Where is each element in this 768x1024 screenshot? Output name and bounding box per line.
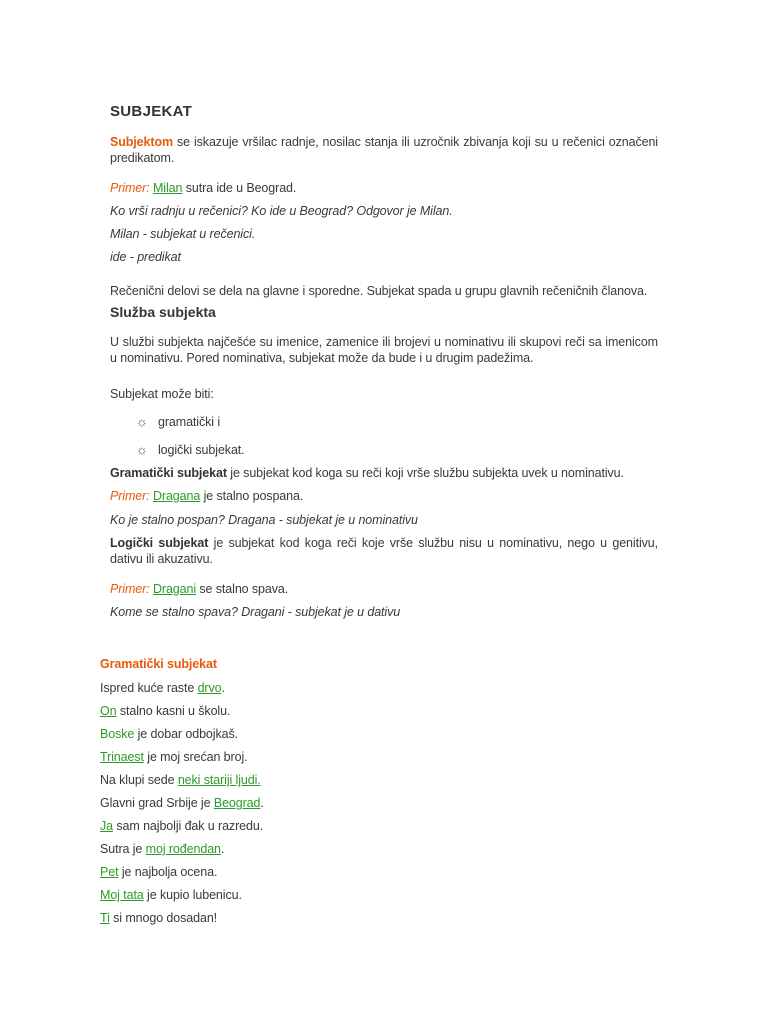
gramaticki-definition — [110, 465, 624, 481]
sentence-text: je dobar odbojkaš. — [134, 727, 238, 741]
subject-link[interactable]: Ja — [100, 819, 114, 833]
sentence-text: Na klupi sede — [100, 773, 178, 787]
list-item-label: gramatički i — [158, 415, 221, 429]
example-sentence — [100, 864, 217, 880]
list-item — [136, 442, 245, 458]
example-label: Primer: — [110, 181, 150, 195]
subject-link[interactable]: neki stariji ljudi. — [177, 773, 261, 787]
subject-link[interactable]: Ti — [100, 911, 110, 925]
logicki-text: je subjekat kod koga reči koje vrše službu nisu u nominativu, nego u genitivu, dativu ili akuzativu. — [110, 536, 658, 566]
subject-link[interactable]: Dragani — [152, 582, 197, 596]
sentence-text: . — [220, 842, 225, 856]
example-question: Ko je stalno pospan? Dragana - subjekat je u nominativu — [110, 513, 418, 527]
sluzba-paragraph: U službi subjekta najčešće su imenice, zamenice ili brojevi u nominativu ili skupovi reči sa imenicom u nominativu. Pored nominativa, subjekat može da bude i u drugim padežima. — [110, 335, 658, 365]
example-question: Kome se stalno spava? Dragani - subjekat je u dativu — [110, 605, 401, 619]
example-question: Ko vrši radnju u rečenici? Ko ide u Beograd? Odgovor je Milan. — [110, 204, 453, 218]
intro-term: Subjektom — [110, 135, 173, 149]
example-line — [110, 180, 296, 196]
sentence-text: . — [221, 681, 225, 695]
page-title: SUBJEKAT — [110, 103, 193, 120]
example-sentence — [100, 680, 225, 696]
intro-paragraph — [110, 134, 658, 166]
examples-heading: Gramatički subjekat — [100, 657, 217, 671]
example-line — [110, 488, 303, 504]
logicki-term: Logički subjekat — [110, 536, 209, 550]
example-rest: je stalno pospana. — [200, 489, 304, 503]
example-sentence — [100, 887, 242, 903]
example-line — [110, 581, 288, 597]
example-sentence — [100, 910, 217, 926]
subject-link[interactable]: Moj tata — [100, 888, 144, 902]
sun-icon: ☼ — [136, 442, 148, 457]
example-sentence — [100, 772, 261, 788]
example-rest: se stalno spava. — [196, 582, 289, 596]
list-item-label: logički subjekat. — [158, 443, 245, 457]
list-item — [136, 414, 220, 430]
moze-line: Subjekat može biti: — [110, 387, 214, 401]
example-sentence — [100, 795, 264, 811]
sentence-text: Sutra je — [100, 842, 146, 856]
subject-link[interactable]: Milan — [152, 181, 183, 195]
subject-link[interactable]: Pet — [100, 865, 119, 879]
example-sentence — [100, 749, 248, 765]
subject-link[interactable]: moj rođendan — [145, 842, 221, 856]
sun-icon: ☼ — [136, 414, 148, 429]
subject-link[interactable]: On — [100, 704, 117, 718]
gramaticki-term: Gramatički subjekat — [110, 466, 227, 480]
delovi-paragraph: Rečenični delovi se dela na glavne i sporedne. Subjekat spada u grupu glavnih rečeničnih članova. — [110, 284, 648, 298]
example-label: Primer: — [110, 489, 150, 503]
example-sentence — [100, 726, 238, 742]
sentence-text: Glavni grad Srbije je — [100, 796, 214, 810]
subject-link[interactable]: Beograd — [213, 796, 261, 810]
subject-link[interactable]: Dragana — [152, 489, 201, 503]
sentence-text: sam najbolji đak u razredu. — [113, 819, 264, 833]
sentence-text: je moj srećan broj. — [143, 750, 248, 764]
example-sentence — [100, 841, 224, 857]
logicki-definition — [110, 535, 658, 567]
sentence-text: je kupio lubenicu. — [143, 888, 242, 902]
subject-link[interactable]: drvo — [197, 681, 222, 695]
subject-link[interactable]: Boske — [100, 727, 135, 741]
example-rest: sutra ide u Beograd. — [182, 181, 297, 195]
sentence-text: stalno kasni u školu. — [116, 704, 231, 718]
sentence-text: . — [260, 796, 264, 810]
subject-link[interactable]: Trinaest — [100, 750, 144, 764]
sentence-text: Ispred kuće raste — [100, 681, 198, 695]
example-predicate-note: ide - predikat — [110, 250, 181, 264]
example-subject-note: Milan - subjekat u rečenici. — [110, 227, 256, 241]
intro-text: se iskazuje vršilac radnje, nosilac stanja ili uzročnik zbivanja koji su u rečenici označeni predikatom. — [110, 135, 658, 165]
example-label: Primer: — [110, 582, 150, 596]
sentence-text: si mnogo dosadan! — [109, 911, 218, 925]
example-sentence — [100, 818, 263, 834]
section-heading: Služba subjekta — [110, 304, 216, 320]
gramaticki-text: je subjekat kod koga su reči koji vrše službu subjekta uvek u nominativu. — [226, 466, 624, 480]
sentence-text: je najbolja ocena. — [118, 865, 218, 879]
example-sentence — [100, 703, 230, 719]
